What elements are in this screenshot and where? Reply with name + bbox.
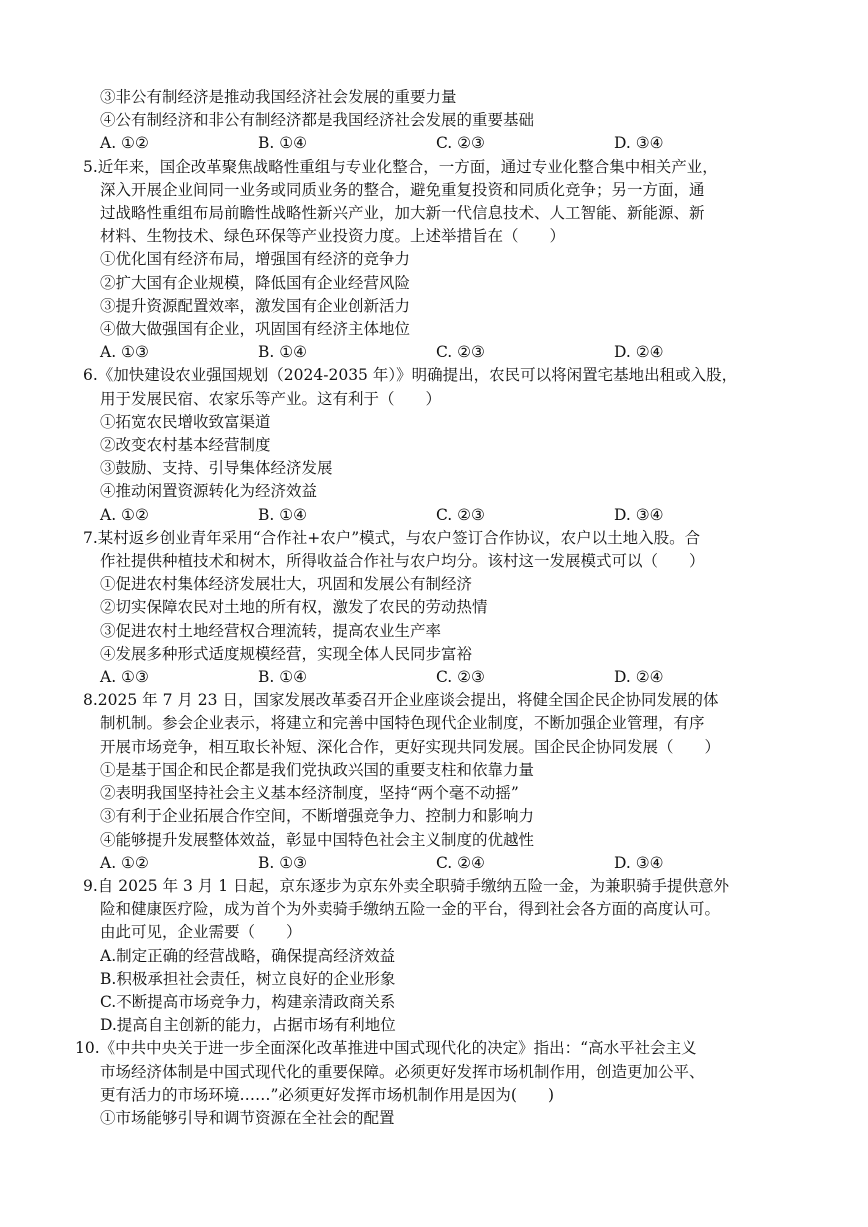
option-line: ③有利于企业拓展合作空间，不断增强竞争力、控制力和影响力 [100, 807, 535, 826]
question-stem-line: 过战略性重组布局前瞻性战略性新兴产业，加大新一代信息技术、人工智能、新能源、新 [100, 204, 705, 223]
question-stem-line: 由此可见，企业需要（ ） [100, 923, 302, 942]
option-line: ④能够提升发展整体效益，彰显中国特色社会主义制度的优越性 [100, 830, 535, 849]
question-stem-line: 6.《加快建设农业强国规划（2024-2035 年）》明确提出，农民可以将闲置宅基地出租或入股， [83, 366, 738, 385]
letter-option-a: A.制定正确的经营战略，确保提高经济效益 [100, 946, 396, 965]
choice-b: B. ①③ [258, 853, 308, 872]
choice-a: A. ①② [100, 505, 149, 524]
question-stem-line: 9.自 2025 年 3 月 1 日起，京东逐步为京东外卖全职骑手缴纳五险一金，为兼职骑手提供意外 [83, 876, 730, 895]
option-line: ①是基于国企和民企都是我们党执政兴国的重要支柱和依靠力量 [100, 760, 535, 779]
question-stem-line: 深入开展企业间同一业务或同质业务的整合，避免重复投资和同质化竞争；另一方面，通 [100, 180, 705, 199]
option-line: ①促进农村集体经济发展壮大，巩固和发展公有制经济 [100, 575, 473, 594]
letter-option-c: C.不断提高市场竞争力，构建亲清政商关系 [100, 992, 396, 1011]
answer-choices [100, 504, 804, 527]
question-stem-line: 5.近年来，国企改革聚焦战略性重组与专业化整合，一方面，通过专业化整合集中相关产业， [83, 157, 718, 176]
option-line: ④推动闲置资源转化为经济效益 [100, 482, 318, 501]
option-line: ③促进农村土地经营权合理流转，提高农业生产率 [100, 621, 442, 640]
question-6 [83, 364, 804, 526]
choice-c: C. ②③ [436, 343, 485, 362]
option-line: ②表明我国坚持社会主义基本经济制度，坚持“两个毫不动摇” [100, 784, 519, 803]
question-stem-line: 市场经济体制是中国式现代化的重要保障。必须更好发挥市场机制作用，创造更加公平、 [100, 1062, 705, 1081]
question-4-tail [100, 86, 804, 156]
answer-choices [100, 852, 804, 875]
option-line: ③非公有制经济是推动我国经济社会发展的重要力量 [100, 88, 457, 106]
answer-choices [100, 132, 804, 155]
question-8 [83, 689, 804, 875]
question-5 [83, 156, 804, 365]
option-line: ④公有制经济和非公有制经济都是我国经济社会发展的重要基础 [100, 111, 535, 130]
question-10 [75, 1037, 804, 1130]
option-line: ②改变农村基本经营制度 [100, 436, 271, 455]
option-line: ③鼓励、支持、引导集体经济发展 [100, 459, 333, 478]
question-9 [83, 875, 804, 1037]
option-line: ②切实保障农民对土地的所有权，激发了农民的劳动热情 [100, 598, 488, 617]
option-line: ④做大做强国有企业，巩固国有经济主体地位 [100, 320, 411, 339]
choice-b: B. ①④ [258, 343, 308, 362]
choice-d: D. ②④ [614, 343, 664, 362]
choice-a: A. ①② [100, 134, 149, 153]
question-stem-line: 7.某村返乡创业青年采用“合作社+农户”模式，与农户签订合作协议，农户以土地入股。合 [83, 528, 701, 547]
choice-a: A. ①② [100, 853, 149, 872]
choice-c: C. ②④ [436, 853, 485, 872]
question-stem-line: 用于发展民宿、农家乐等产业。这有利于（ ） [100, 389, 442, 408]
option-line: ④发展多种形式适度规模经营，实现全体人民同步富裕 [100, 644, 473, 663]
choice-c: C. ②③ [436, 668, 485, 687]
option-line: ①拓宽农民增收致富渠道 [100, 412, 271, 431]
answer-choices [100, 341, 804, 364]
choice-c: C. ②③ [436, 134, 485, 153]
letter-option-d: D.提高自主创新的能力，占据市场有利地位 [100, 1016, 396, 1035]
answer-choices [100, 666, 804, 689]
option-line: ③提升资源配置效率，激发国有企业创新活力 [100, 296, 411, 315]
question-stem-line: 8.2025 年 7 月 23 日，国家发展改革委召开企业座谈会提出，将健全国企民企协同发展的体 [83, 691, 719, 710]
question-stem-line: 10.《中共中央关于进一步全面深化改革推进中国式现代化的决定》指出：“高水平社会主义 [75, 1039, 697, 1058]
question-stem-line: 作社提供种植技术和树木，所得收益合作社与农户均分。该村这一发展模式可以（ ） [100, 552, 705, 571]
question-stem-line: 材料、生物技术、绿色环保等产业投资力度。上述举措旨在（ ） [100, 227, 566, 246]
option-line: ②扩大国有企业规模，降低国有企业经营风险 [100, 273, 411, 292]
question-stem-line: 险和健康医疗险，成为首个为外卖骑手缴纳五险一金的平台，得到社会各方面的高度认可。 [100, 900, 721, 919]
letter-option-b: B.积极承担社会责任，树立良好的企业形象 [100, 969, 396, 988]
choice-c: C. ②③ [436, 505, 485, 524]
choice-d: D. ②④ [614, 668, 664, 687]
choice-b: B. ①④ [258, 668, 308, 687]
choice-d: D. ③④ [614, 853, 664, 872]
question-stem-line: 更有活力的市场环境……”必须更好发挥市场机制作用是因为( ) [100, 1085, 555, 1104]
option-line: ①优化国有经济布局，增强国有经济的竞争力 [100, 250, 411, 269]
question-7 [83, 527, 804, 689]
question-stem-line: 制机制。参会企业表示，将建立和完善中国特色现代企业制度，不断加强企业管理，有序 [100, 714, 705, 733]
option-line: ①市场能够引导和调节资源在全社会的配置 [100, 1108, 395, 1127]
choice-b: B. ①④ [258, 134, 308, 153]
choice-d: D. ③④ [614, 505, 664, 524]
question-stem-line: 开展市场竞争，相互取长补短、深化合作，更好实现共同发展。国企民企协同发展（ ） [100, 737, 721, 756]
choice-a: A. ①③ [100, 343, 149, 362]
choice-b: B. ①④ [258, 505, 308, 524]
choice-d: D. ③④ [614, 134, 664, 153]
choice-a: A. ①③ [100, 668, 149, 687]
